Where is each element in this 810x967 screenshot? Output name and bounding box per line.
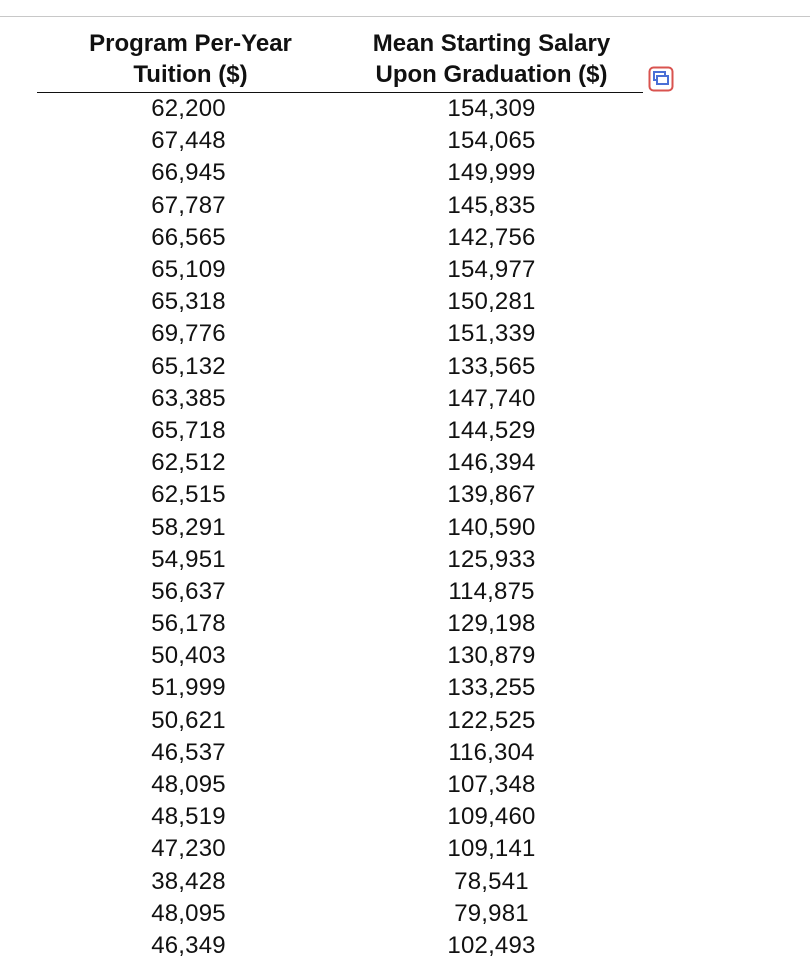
salary-cell: 125,933 [447,545,536,573]
tuition-cell: 56,178 [151,610,226,638]
table-row [37,415,643,447]
salary-cell: 109,460 [447,803,536,831]
salary-cell: 149,999 [447,159,536,187]
table-row [37,157,643,189]
tuition-cell: 48,519 [151,803,226,831]
table-row [37,866,643,898]
salary-cell: 145,835 [447,191,536,219]
tuition-cell: 62,512 [151,449,226,477]
table-row [37,318,643,350]
tuition-cell: 66,565 [151,223,226,251]
salary-cell: 133,565 [447,352,536,380]
table-row [37,254,643,286]
salary-cell: 114,875 [448,577,535,605]
tuition-cell: 48,095 [151,771,226,799]
tuition-cell: 46,537 [151,738,226,766]
table-row [37,930,643,962]
table-row [37,93,643,125]
tuition-cell: 47,230 [151,835,226,863]
salary-cell: 122,525 [447,706,536,734]
table-row [37,833,643,865]
table-row [37,672,643,704]
table-row [37,286,643,318]
salary-cell: 109,141 [447,835,536,863]
tuition-cell: 66,945 [151,159,226,187]
salary-cell: 151,339 [447,320,536,348]
table-row [37,447,643,479]
salary-cell: 116,304 [448,738,535,766]
table-row [37,222,643,254]
copy-data-icon [648,66,674,92]
tuition-cell: 67,448 [151,127,226,155]
table-row [37,705,643,737]
salary-cell: 78,541 [454,867,529,895]
tuition-cell: 62,200 [151,95,226,123]
copy-data-button[interactable] [648,66,674,92]
salary-cell: 140,590 [447,513,536,541]
tuition-cell: 58,291 [151,513,226,541]
table-row [37,479,643,511]
salary-cell: 144,529 [447,416,536,444]
table-row [37,383,643,415]
table-row [37,737,643,769]
salary-cell: 79,981 [454,899,529,927]
table-row [37,608,643,640]
tuition-cell: 65,318 [151,288,226,316]
salary-cell: 147,740 [447,384,536,412]
salary-cell: 130,879 [447,642,536,670]
tuition-cell: 65,718 [151,416,226,444]
salary-cell: 150,281 [447,288,536,316]
tuition-cell: 48,095 [151,899,226,927]
table-header [37,28,643,93]
salary-cell: 129,198 [447,610,536,638]
tuition-cell: 65,109 [151,256,226,284]
table-row [37,898,643,930]
salary-cell: 154,309 [447,95,536,123]
salary-cell: 139,867 [447,481,536,509]
tuition-cell: 65,132 [151,352,226,380]
table-row [37,544,643,576]
table-row [37,190,643,222]
tuition-cell: 56,637 [151,577,226,605]
table-row [37,801,643,833]
table-body [37,93,643,962]
salary-cell: 142,756 [447,223,536,251]
tuition-cell: 69,776 [151,320,226,348]
tuition-cell: 38,428 [151,867,226,895]
table-row [37,576,643,608]
salary-cell: 107,348 [447,771,536,799]
salary-cell: 102,493 [447,931,536,959]
tuition-cell: 46,349 [151,931,226,959]
tuition-cell: 62,515 [151,481,226,509]
table-row [37,351,643,383]
header-tuition: Program Per-Year Tuition ($) [89,30,292,88]
top-divider [0,16,810,17]
data-table [37,28,643,962]
salary-cell: 154,977 [447,256,536,284]
salary-cell: 146,394 [447,449,536,477]
tuition-cell: 54,951 [151,545,226,573]
table-row [37,640,643,672]
salary-cell: 154,065 [447,127,536,155]
tuition-cell: 50,621 [151,706,226,734]
table-row [37,125,643,157]
tuition-cell: 67,787 [151,191,226,219]
tuition-cell: 50,403 [151,642,226,670]
tuition-cell: 63,385 [151,384,226,412]
table-row [37,769,643,801]
tuition-cell: 51,999 [151,674,226,702]
header-salary: Mean Starting Salary Upon Graduation ($) [372,30,611,88]
table-row [37,511,643,543]
salary-cell: 133,255 [447,674,536,702]
